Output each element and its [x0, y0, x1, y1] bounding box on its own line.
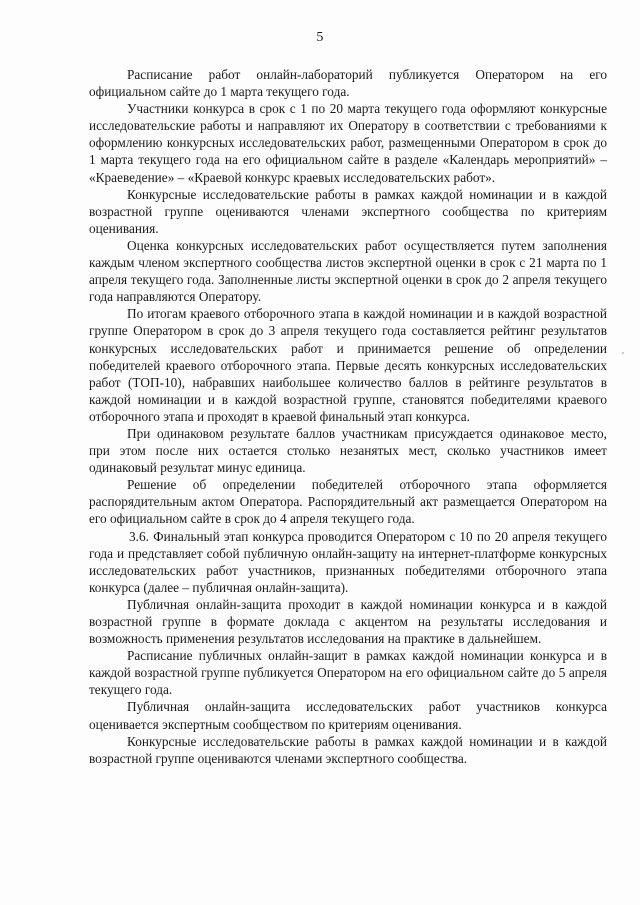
paragraph-lab-schedule: Расписание работ онлайн-лабораторий публикуется Оператором на его официальном сайте до 1 марта текущего года. — [89, 67, 607, 100]
scan-mark — [622, 352, 624, 354]
page-number: 5 — [316, 30, 324, 45]
paragraph-defense-evaluation: Публичная онлайн-защита исследовательских работ участников конкурса оценивается экспертным сообществом по критериям оценивания. — [89, 699, 607, 732]
paragraph-equal-score: При одинаковом результате баллов участникам присуждается одинаковое место, при этом после них остается столько незанятых мест, сколько участников имеет одинаковый результат минус единица. — [89, 425, 607, 476]
paragraph-selection-results: По итогам краевого отборочного этапа в каждой номинации и в каждой возрастной группе Оператором в срок до 3 апреля текущего года составляется рейтинг результатов конкурсных исследовательских работ и принимается решение об определении победителей краевого отборочного этапа. Первые десять конкурсных исследовательских работ (ТОП-10), набравших наибольшее количество баллов в рейтинге результатов в каждой номинации и в каждой возрастной группе, становятся победителями краевого отборочного этапа и проходят в краевой финальный этап конкурса. — [89, 306, 607, 424]
paragraph-evaluation-process: Оценка конкурсных исследовательских работ осуществляется путем заполнения каждым членом экспертного сообщества листов экспертной оценки в срок с 21 марта по 1 апреля текущего года. Заполненные листы экспертной оценки в срок до 2 апреля текущего года направляются Оператору. — [89, 237, 607, 305]
paragraph-winners-decision: Решение об определении победителей отборочного этапа оформляется распорядительным актом Оператора. Распорядительный акт размещается Оператором на его официальном сайте в срок до 4 апреля текущего года. — [89, 477, 607, 527]
paragraph-final-stage: 3.6. Финальный этап конкурса проводится Оператором с 10 по 20 апреля текущего года и представляет собой публичную онлайн-защиту на интернет-платформе конкурсных исследовательских работ участников, признанных победителями отборочного этапа конкурса (далее – публичная онлайн-защита). — [89, 528, 607, 595]
paragraph-final-evaluation: Конкурсные исследовательские работы в рамках каждой номинации и в каждой возрастной группе оцениваются членами экспертного сообщества. — [89, 733, 607, 766]
paragraph-online-defense: Публичная онлайн-защита проходит в каждой номинации конкурса и в каждой возрастной группе в формате доклада с акцентом на результаты исследования и возможность применения результатов исследования на практике в дальнейшем. — [89, 596, 607, 647]
paragraph-submission: Участники конкурса в срок с 1 по 20 марта текущего года оформляют конкурсные исследовательские работы и направляют их Оператору в соответствии с требованиями к оформлению конкурсных исследовательских работ, размещенными Оператором в срок до 1 марта текущего года на его официальном сайте в разделе «Календарь мероприятий» – «Краеведение» – «Краевой конкурс краевых исследовательских работ». — [89, 101, 607, 185]
paragraph-expert-evaluation: Конкурсные исследовательские работы в рамках каждой номинации и в каждой возрастной группе оцениваются членами экспертного сообщества по критериям оценивания. — [89, 186, 607, 236]
document-body — [89, 66, 607, 767]
paragraph-defense-schedule: Расписание публичных онлайн-защит в рамках каждой номинации конкурса и в каждой возрастной группе публикуется Оператором на его официальном сайте до 5 апреля текущего года. — [89, 648, 607, 698]
